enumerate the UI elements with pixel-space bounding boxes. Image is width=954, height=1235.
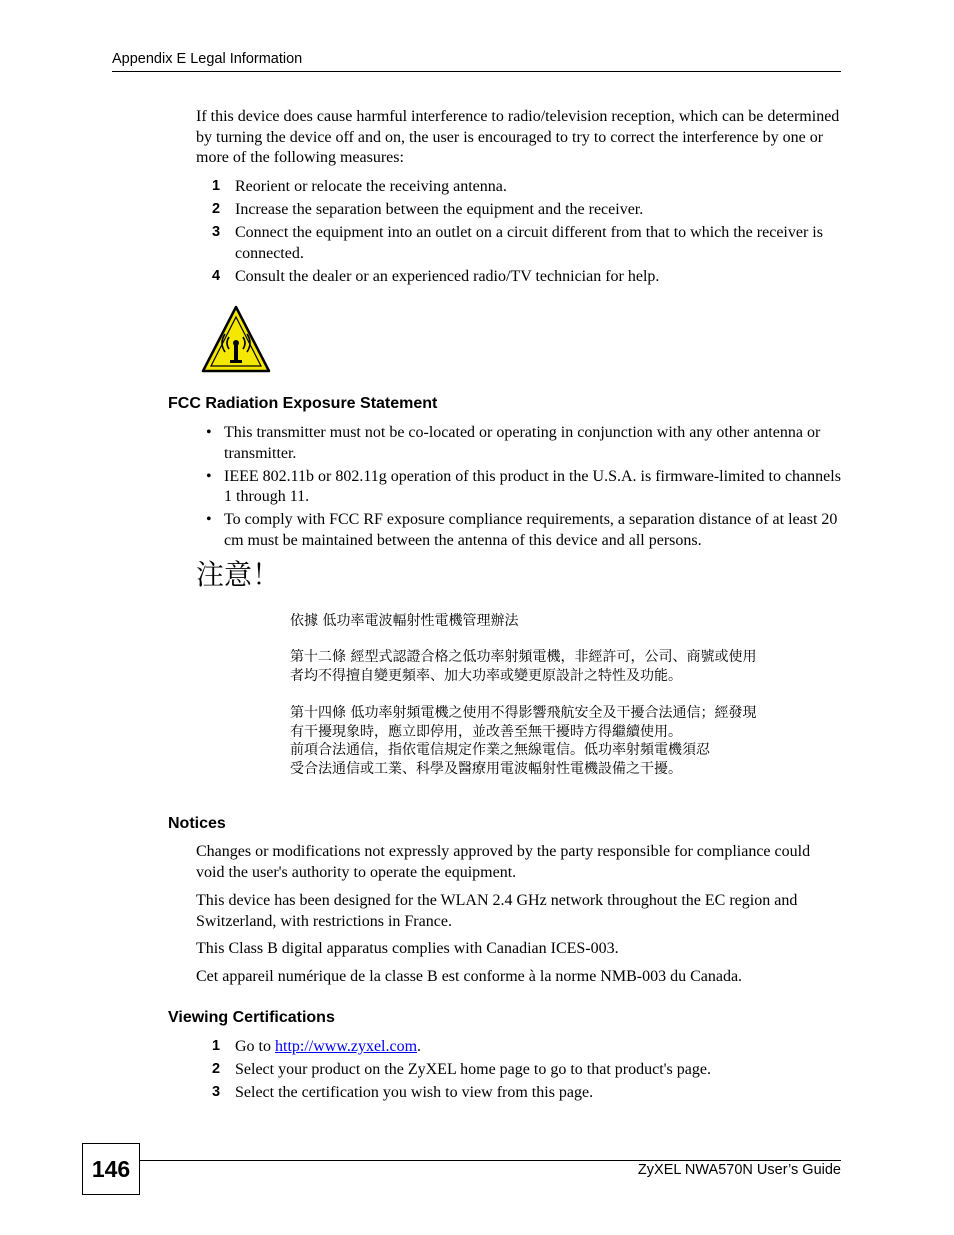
step-text: Select your product on the ZyXEL home page to go to that product's page. [235, 1061, 711, 1078]
bullet-icon: • [206, 511, 212, 528]
list-item [196, 266, 841, 287]
step-number: 2 [212, 201, 221, 217]
header-divider [112, 71, 841, 72]
step-text: Go to [235, 1038, 275, 1055]
step-number: 4 [212, 268, 221, 284]
notice-paragraph: Cet appareil numérique de la classe B est conforme à la norme NMB-003 du Canada. [196, 968, 743, 985]
fcc-bullet-list [196, 423, 841, 554]
step-text: Increase the separation between the equipment and the receiver. [235, 201, 644, 218]
chinese-line: 前項合法通信，指依電信規定作業之無線電信。低功率射頻電機須忍 [290, 742, 710, 758]
chinese-article-14 [290, 704, 830, 778]
rf-radiation-warning-icon [201, 305, 271, 373]
running-header: Appendix E Legal Information [112, 51, 303, 67]
chinese-line: 受合法通信或工業、科學及醫療用電波輻射性電機設備之干擾。 [290, 760, 682, 777]
step-number: 3 [212, 224, 221, 240]
chinese-line: 有干擾現象時，應立即停用，並改善至無干擾時方得繼續使用。 [290, 723, 682, 740]
bullet-text: IEEE 802.11b or 802.11g operation of this product in the U.S.A. is firmware-limited to channels 1 through 11. [224, 467, 841, 505]
guide-title: ZyXEL NWA570N User’s Guide [637, 1162, 841, 1178]
step-text: Connect the equipment into an outlet on a circuit different from that to which the receiver is connected. [235, 224, 823, 262]
notice-paragraph: This device has been designed for the WLAN 2.4 GHz network throughout the EC region and Switzerland, with restrictions in France. [196, 892, 798, 930]
step-text: Reorient or relocate the receiving antenna. [235, 178, 507, 195]
chinese-line: 者均不得擅自變更頻率、加大功率或變更原設計之特性及功能。 [290, 667, 682, 684]
chinese-line: 第十四條 低功率射頻電機之使用不得影響飛航安全及干擾合法通信；經發現 [290, 705, 757, 721]
chinese-regulation-heading: 依據 低功率電波輻射性電機管理辦法 [290, 613, 519, 629]
chinese-notice-title: 注意！ [196, 558, 281, 591]
step-number: 2 [212, 1061, 221, 1077]
page-number: 146 [82, 1143, 140, 1195]
measures-list [196, 176, 841, 289]
list-item [196, 1059, 841, 1080]
bullet-icon: • [206, 467, 212, 485]
certifications-heading: Viewing Certifications [168, 1009, 335, 1026]
footer-divider [140, 1160, 841, 1161]
list-item [196, 222, 841, 264]
step-number: 1 [212, 1038, 221, 1054]
zyxel-website-link[interactable]: http://www.zyxel.com [275, 1038, 418, 1055]
bullet-text: This transmitter must not be co-located or operating in conjunction with any other antenna or transmitter. [224, 424, 821, 462]
step-text: Consult the dealer or an experienced radio/TV technician for help. [235, 268, 660, 285]
list-item [196, 199, 841, 220]
step-number: 3 [212, 1084, 221, 1100]
chinese-article-12 [290, 648, 830, 685]
certifications-steps [196, 1036, 841, 1105]
list-item [196, 1036, 841, 1057]
list-item [196, 467, 841, 508]
bullet-icon: • [206, 424, 212, 441]
fcc-heading: FCC Radiation Exposure Statement [168, 395, 438, 412]
notice-paragraph: This Class B digital apparatus complies with Canadian ICES-003. [196, 940, 619, 957]
step-text: Select the certification you wish to view from this page. [235, 1084, 594, 1101]
list-item [196, 176, 841, 197]
chinese-line: 第十二條 經型式認證合格之低功率射頻電機，非經許可，公司、商號或使用 [290, 649, 757, 665]
notices-heading: Notices [168, 815, 226, 832]
step-number: 1 [212, 178, 221, 194]
notice-paragraph: Changes or modifications not expressly approved by the party responsible for compliance could void the user's authority to operate the equipment. [196, 843, 811, 881]
bullet-text: To comply with FCC RF exposure compliance requirements, a separation distance of at least 20 cm must be maintained between the antenna of this device and all persons. [224, 511, 838, 549]
step-text-suffix: . [417, 1038, 422, 1055]
list-item [196, 510, 841, 551]
list-item [196, 1082, 841, 1103]
list-item [196, 423, 841, 464]
intro-paragraph: If this device does cause harmful interference to radio/television reception, which can be determined by turning the device off and on, the user is encouraged to try to correct the interference by one or more of the following measures: [196, 108, 840, 166]
